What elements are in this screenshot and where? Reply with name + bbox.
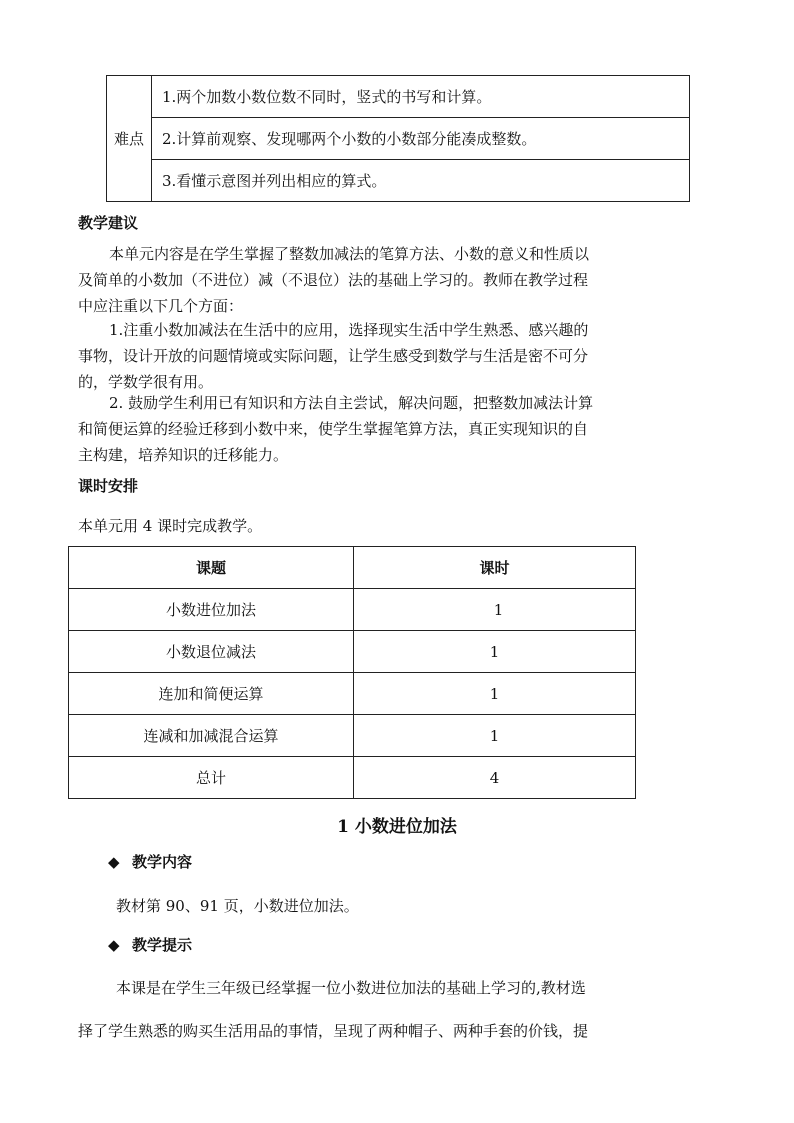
suggestion-paragraph-2 (78, 317, 720, 395)
text-line: 中应注重以下几个方面： (78, 297, 244, 315)
table-row (69, 715, 636, 757)
suggestion-heading: 教学建议 (78, 214, 139, 232)
table-header-row (69, 547, 636, 589)
table-cell: 总计 (69, 757, 354, 799)
diamond-bullet-icon: ◆ (108, 936, 120, 954)
difficulty-item: 3.看懂示意图并列出相应的算式。 (152, 160, 690, 202)
table-row (69, 673, 636, 715)
text-line: 和简便运算的经验迁移到小数中来，使学生掌握笔算方法，真正实现知识的自 (78, 420, 589, 438)
lesson-title: 1 小数进位加法 (337, 817, 457, 837)
text-line: 1.注重小数加减法在生活中的应用，选择现实生活中学生熟悉、感兴趣的 (109, 321, 589, 339)
tips-heading: 教学提示 (132, 936, 193, 954)
difficulty-table (106, 75, 690, 202)
table-cell: 1 (354, 631, 636, 673)
text-line: 主构建，培养知识的迁移能力。 (78, 446, 289, 464)
table-cell: 连加和简便运算 (69, 673, 354, 715)
text-line: 2. 鼓励学生利用已有知识和方法自主尝试，解决问题，把整数加减法计算 (109, 394, 594, 412)
table-cell: 小数退位减法 (69, 631, 354, 673)
diamond-bullet-icon: ◆ (108, 853, 120, 871)
column-header: 课题 (69, 547, 354, 589)
difficulty-item: 2.计算前观察、发现哪两个小数的小数部分能凑成整数。 (152, 118, 690, 160)
text-line: 的，学数学很有用。 (78, 373, 214, 391)
table-row (69, 757, 636, 799)
column-header: 课时 (354, 547, 636, 589)
schedule-intro: 本单元用 4 课时完成教学。 (78, 517, 263, 535)
tips-line: 本课是在学生三年级已经掌握一位小数进位加法的基础上学习的,教材选 (116, 979, 586, 997)
content-text: 教材第 90、91 页，小数进位加法。 (116, 897, 359, 915)
table-row (69, 631, 636, 673)
text-line: 本单元内容是在学生掌握了整数加减法的笔算方法、小数的意义和性质以 (109, 245, 590, 263)
table-cell: 连减和加减混合运算 (69, 715, 354, 757)
suggestion-paragraph-1 (78, 241, 720, 319)
table-cell: 小数进位加法 (69, 589, 354, 631)
table-cell: 4 (354, 757, 636, 799)
table-cell: 1 (354, 715, 636, 757)
suggestion-paragraph-3 (78, 390, 720, 468)
text-line: 事物，设计开放的问题情境或实际问题，让学生感受到数学与生活是密不可分 (78, 347, 589, 365)
table-cell: 1 (354, 673, 636, 715)
tips-heading-row (108, 934, 192, 955)
difficulty-item: 1.两个加数小数位数不同时，竖式的书写和计算。 (152, 76, 690, 118)
schedule-table (68, 546, 636, 799)
table-row (69, 589, 636, 631)
text-line: 及简单的小数加（不进位）减（不退位）法的基础上学习的。教师在教学过程 (78, 271, 589, 289)
content-heading: 教学内容 (132, 853, 193, 871)
schedule-heading: 课时安排 (78, 477, 139, 495)
difficulty-label: 难点 (107, 76, 152, 202)
table-cell: 1 (354, 589, 636, 631)
tips-line: 择了学生熟悉的购买生活用品的事情，呈现了两种帽子、两种手套的价钱，提 (78, 1022, 589, 1040)
content-heading-row (108, 851, 192, 872)
